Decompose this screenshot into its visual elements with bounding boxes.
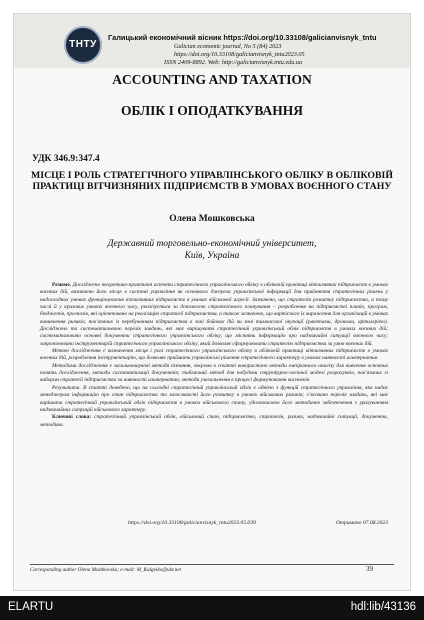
- summary-label: Резюме.: [52, 282, 72, 288]
- author-affiliation: [14, 238, 410, 262]
- abstract-paragraph-summary: [40, 282, 388, 348]
- abstract-paragraph-aim: Метою дослідження є визначення місця і ролі стратегічного управлінського обліку в обліковій практиці вітчизняних підприємств в умовах воєнних дій, розроблення інструментарію, що дозволяє приймати управлінські рішення стратегічного характеру в умовах наявності альтернатив.: [40, 348, 388, 362]
- article-title: МІСЦЕ І РОЛЬ СТРАТЕГІЧНОГО УПРАВЛІНСЬКОГО ОБЛІКУ В ОБЛІКОВІЙ ПРАКТИЦІ ВІТЧИЗНЯНИХ ПІДПРИЄМСТВ В УМОВАХ ВОЄННОГО СТАНУ: [31, 170, 393, 193]
- abstract-paragraph-keywords: [40, 414, 388, 429]
- summary-text: Досліджено теоретико-практичні аспекти стратегічного управлінського обліку в обліковій практиці вітчизняних підприємств в умовах воєнних дій, визначено його місце в системі управління як основного джерела управлінської інформації для прийняття стратегічних рішень у надскладних умовах функціонування вітчизняних підприємств в умовах військової агресії. Зазначено, що стратегія розвитку підприємства, а тому числі й у кризових умовах воєнного часу, реалізується за допомогою стратегічного планування – розроблення на підприємстві планів, програм, бюджетів, прогнозів, які орієнтовано на реалізацію стратегії підприємства, а також зазначено, що вартісного їх вираження для організацій в умовах виникнення ризиків, пов’язаних із перебуванням підприємства в зоні бойових дій чи зоні тимчасової окупації (ракетами, дронами, артилерією). Досліджено та систематизовано перелік завдань, які має вирішувати стратегічний управлінський облік підприємств в умовах воєнних дій; систематизовано основні документи стратегічного управлінського обліку, що містять інформацію про надзвичайні ситуації воєнного часу; запропоновано інструментарій стратегічного управлінського обліку, який дозволяє сформулювати стратегію підприємства за умов воєнних дій.: [40, 282, 388, 347]
- repository-footer-bar: [0, 596, 424, 620]
- affiliation-line-2: Київ, Україна: [184, 251, 240, 261]
- page-number: 39: [366, 565, 373, 573]
- affiliation-line-1: Державний торговельно-економічний університет,: [107, 239, 317, 249]
- received-date: Отримано 07.08.2023: [335, 520, 388, 526]
- article-doi-link[interactable]: https://doi.org/10.33108/galicianvisnyk_tntu2023.05.039: [128, 520, 256, 526]
- abstract-paragraph-methods: Методами дослідження є загальнонаукові методи пізнання, зокрема в статті використано методи емпіричного аналізу для вивчення основних понять дослідження, методи систематизації документів; табличний метод для побудови структурно-логічної моделі розрахунків, пов’язаних із вибором стратегії підприємства за наявності альтернатив; методи узагальнення в процесі формулювання висновків.: [40, 362, 388, 384]
- section-title-en: ACCOUNTING AND TAXATION: [112, 72, 312, 87]
- footnote-divider: [30, 564, 394, 565]
- journal-title-en: Galician economic journal, No 5 (84) 2023: [174, 43, 282, 50]
- corresponding-author-footnote: Corresponding author Olena Moshkovska; e-mail: M_Kulgeiko@ukr.net: [30, 567, 181, 573]
- keywords-label: Ключові слова:: [52, 414, 92, 421]
- journal-header: [14, 14, 410, 68]
- keywords-text: стратегічний управлінський облік, військовий стан, підприємство, стратегія, ризики, надзвичайні ситуації, документи, методика.: [40, 414, 388, 428]
- journal-title: Галицький економічний вісник https://doi.org/10.33108/galicianvisnyk_tntu: [108, 33, 377, 42]
- section-title-ua: ОБЛІК І ОПОДАТКУВАННЯ: [121, 103, 303, 118]
- university-logo: ТНТУ: [64, 26, 102, 64]
- article-meta-row: [40, 520, 388, 529]
- abstract: [40, 282, 388, 429]
- journal-doi-prefix: https://doi.org/10.33108/galicianvisnyk_tntu2023.05: [174, 51, 305, 58]
- abstract-paragraph-results: Результати. В статті доведено, що на сьогодні стратегічний управлінський облік є однією з функцій стратегічного управління, яка надає менеджерам інформацію про стан підприємства та можливості його розвитку в умовах військових ризиків; з’ясовано перелік завдань, які має вирішити стратегічний управлінський облік підприємств в умовах військового стану, удосконалено його методичне забезпечення з урахуванням надзвичайних ситуацій військового характеру.: [40, 384, 388, 413]
- udc-code: УДК 346.9:347.4: [32, 154, 100, 164]
- repository-handle: hdl:lib/43136: [350, 601, 416, 613]
- repository-name: ELARTU: [8, 601, 54, 613]
- journal-issn: ISSN 2409-8892. Web: http://galicianvisnyk.tntu.edu.ua: [164, 59, 303, 66]
- journal-page: [14, 14, 410, 590]
- article-author: Олена Мошковська: [169, 214, 255, 224]
